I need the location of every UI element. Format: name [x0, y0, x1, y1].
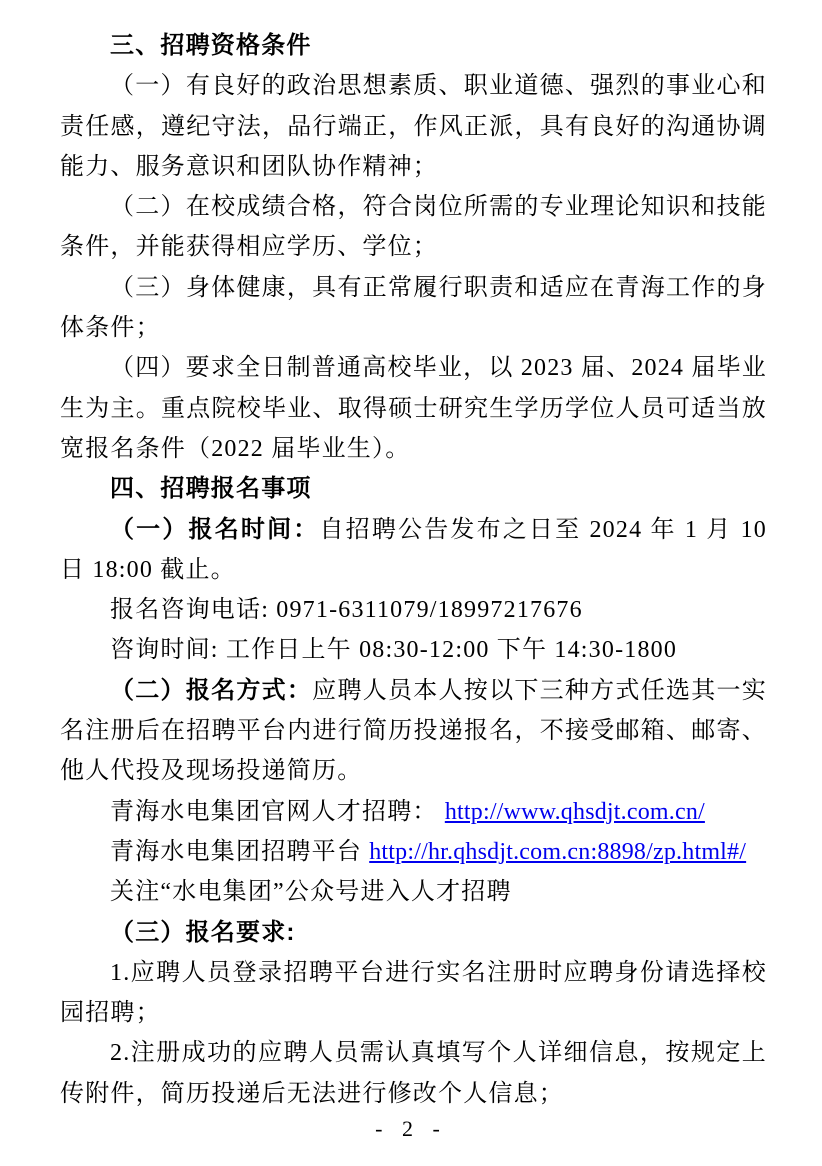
official-site-link[interactable]: http://www.qhsdjt.com.cn/: [444, 798, 705, 825]
section-heading-application-matters: [60, 469, 767, 509]
recruit-platform-link[interactable]: http://hr.qhsdjt.com.cn:8898/zp.html#/: [369, 838, 747, 865]
heading-text: 四、招聘报名事项: [110, 475, 312, 503]
paragraph-recruit-platform: [60, 832, 767, 872]
paragraph-text: 应聘人员本人按以下三种方式任选其一实名注册后在招聘平台内进行简历投递报名，不接受邮箱、邮寄、他人代投及现场投递简历。: [60, 677, 767, 785]
paragraph-requirement-1: [60, 953, 767, 1034]
paragraph-text: （二）在校成绩合格，符合岗位所需的专业理论知识和技能条件，并能获得相应学历、学位；: [60, 194, 767, 261]
paragraph-qualification-3: [60, 268, 767, 349]
page-number: - 2 -: [375, 1116, 447, 1141]
paragraph-text: 咨询时间: 工作日上午 08:30-12:00 下午 14:30-1800: [110, 637, 678, 664]
paragraph-qualification-4: [60, 348, 767, 469]
paragraph-wechat-account: [60, 872, 767, 912]
document-body: [60, 26, 767, 1114]
paragraph-text: 关注“水电集团”公众号进入人才招聘: [110, 879, 512, 906]
section-heading-recruit-qualifications: [60, 26, 767, 66]
paragraph-qualification-2: [60, 187, 767, 268]
application-time-label: （一）报名时间：: [110, 515, 320, 543]
paragraph-consult-phone: [60, 590, 767, 630]
paragraph-official-site: [60, 792, 767, 832]
paragraph-application-method: [60, 671, 767, 792]
paragraph-application-time: [60, 510, 767, 591]
paragraph-application-requirements: [60, 913, 767, 953]
heading-text: 三、招聘资格条件: [110, 32, 312, 59]
application-requirements-label: （三）报名要求:: [110, 918, 296, 946]
paragraph-text: 1.应聘人员登录招聘平台进行实名注册时应聘身份请选择校园招聘；: [60, 959, 767, 1027]
paragraph-qualification-1: [60, 66, 767, 187]
paragraph-text: （一）有良好的政治思想素质、职业道德、强烈的事业心和责任感，遵纪守法，品行端正，作风正派，具有良好的沟通协调能力、服务意识和团队协作精神；: [60, 73, 767, 180]
paragraph-requirement-2: [60, 1033, 767, 1114]
paragraph-text: （三）身体健康，具有正常履行职责和适应在青海工作的身体条件；: [60, 274, 767, 342]
paragraph-text: 2.注册成功的应聘人员需认真填写个人详细信息，按规定上传附件，简历投递后无法进行修改个人信息；: [60, 1040, 767, 1107]
paragraph-consult-hours: [60, 630, 767, 670]
application-method-label: （二）报名方式：: [110, 676, 313, 704]
paragraph-text: 青海水电集团官网人才招聘：: [110, 798, 445, 825]
paragraph-text: 青海水电集团招聘平台: [110, 838, 370, 865]
paragraph-text: （四）要求全日制普通高校毕业，以 2023 届、2024 届毕业生为主。重点院校毕业、取得硕士研究生学历学位人员可适当放宽报名条件（2022 届毕业生）。: [60, 355, 767, 462]
paragraph-text: 自招聘公告发布之日至 2024 年 1 月 10 日 18:00 截止。: [60, 516, 767, 583]
paragraph-text: 报名咨询电话: 0971-6311079/18997217676: [110, 597, 583, 624]
